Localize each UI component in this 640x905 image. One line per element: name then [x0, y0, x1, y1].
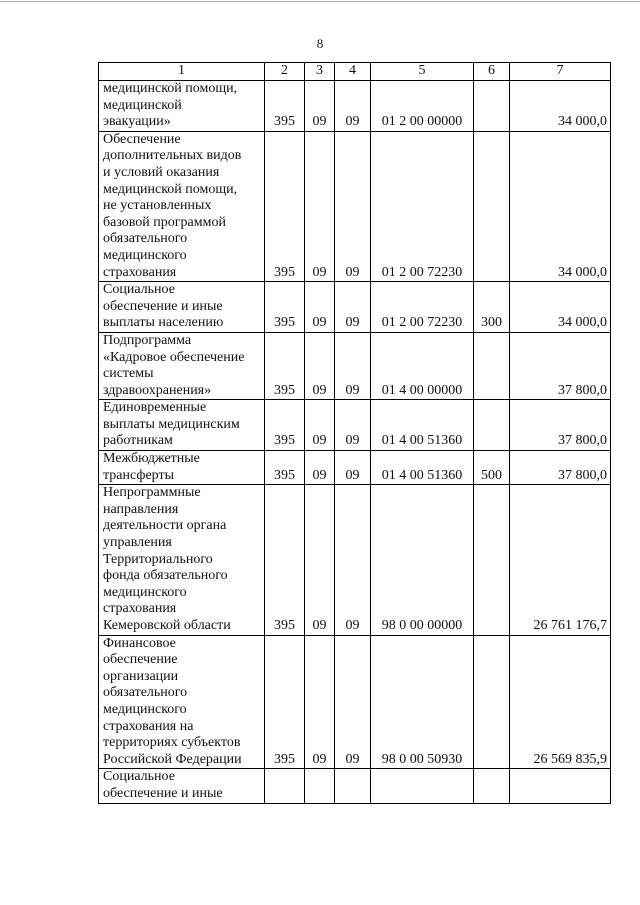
row-name-line: трансферты — [103, 467, 175, 483]
row-name-cell — [99, 451, 265, 485]
subsection-cell: 09 — [335, 451, 371, 485]
subsection-cell: 09 — [335, 332, 371, 399]
row-name-line: направления — [103, 501, 179, 517]
table-row — [99, 332, 611, 399]
row-name-line: фонда обязательного — [103, 568, 228, 584]
row-name-line: обеспечение и иные — [103, 298, 223, 314]
row-name-line: Кемеровской области — [103, 618, 231, 633]
row-name-line: страхования — [103, 601, 177, 617]
row-name-line: страхования — [103, 264, 177, 280]
table-row — [99, 131, 611, 281]
row-name-line: Единовременные — [103, 400, 207, 416]
row-name-cell — [99, 485, 265, 635]
row-name-line: организации — [103, 668, 179, 684]
section-cell: 09 — [305, 400, 335, 451]
expense-type-cell — [474, 131, 510, 281]
amount-cell: 37 800,0 — [510, 332, 611, 399]
row-name-line: обеспечение — [103, 652, 178, 668]
row-name-line: Подпрограмма — [103, 332, 192, 348]
amount-cell — [510, 769, 611, 803]
row-name-line: не установленных — [103, 198, 212, 214]
subsection-cell: 09 — [335, 131, 371, 281]
row-name-line: Социальное — [103, 282, 175, 298]
code-cell: 395 — [265, 81, 305, 132]
row-name-line: медицинского — [103, 247, 187, 263]
column-number: 4 — [335, 63, 371, 81]
column-number: 3 — [305, 63, 335, 81]
section-cell: 09 — [305, 282, 335, 333]
row-name-line: территориях субъектов — [103, 735, 241, 751]
code-cell: 395 — [265, 131, 305, 281]
expense-type-cell: 300 — [474, 282, 510, 333]
section-cell: 09 — [305, 451, 335, 485]
page-number: 8 — [316, 36, 324, 51]
table-row — [99, 485, 611, 635]
target-article-cell: 01 4 00 00000 — [371, 332, 474, 399]
row-name-line: управления — [103, 535, 172, 551]
target-article-cell: 01 2 00 00000 — [371, 81, 474, 132]
amount-cell: 34 000,0 — [510, 81, 611, 132]
row-name-line: деятельности органа — [103, 518, 227, 534]
section-cell: 09 — [305, 332, 335, 399]
expense-type-cell — [474, 635, 510, 769]
budget-table — [98, 62, 611, 804]
row-name-line: Социальное — [103, 769, 175, 785]
target-article-cell: 01 4 00 51360 — [371, 451, 474, 485]
expense-type-cell — [474, 769, 510, 803]
row-name-line: Межбюджетные — [103, 451, 200, 467]
table-row — [99, 81, 611, 132]
row-name-line: обеспечение и иные — [103, 785, 223, 801]
row-name-cell — [99, 400, 265, 451]
code-cell: 395 — [265, 635, 305, 769]
row-name-line: медицинской — [103, 97, 182, 113]
subsection-cell: 09 — [335, 81, 371, 132]
amount-cell: 26 761 176,7 — [510, 485, 611, 635]
target-article-cell: 01 4 00 51360 — [371, 400, 474, 451]
row-name-line: обязательного — [103, 231, 188, 247]
row-name-line: Российской Федерации — [103, 751, 242, 767]
code-cell: 395 — [265, 400, 305, 451]
row-name-line: эвакуации» — [103, 114, 171, 130]
row-name-line: страхования на — [103, 718, 194, 734]
expense-type-cell: 500 — [474, 451, 510, 485]
row-name-line: Непрограммные — [103, 485, 201, 501]
code-cell: 395 — [265, 485, 305, 635]
expense-type-cell — [474, 400, 510, 451]
target-article-cell — [371, 769, 474, 803]
row-name-line: Территориального — [103, 551, 213, 567]
subsection-cell: 09 — [335, 485, 371, 635]
row-name-line: медицинской помощи, — [103, 81, 238, 96]
row-name-line: медицинского — [103, 701, 187, 717]
row-name-cell — [99, 332, 265, 399]
column-number: 5 — [371, 63, 474, 81]
column-number: 1 — [99, 63, 265, 81]
row-name-line: и условий оказания — [103, 164, 220, 180]
expense-type-cell — [474, 81, 510, 132]
expense-type-cell — [474, 485, 510, 635]
row-name-line: «Кадровое обеспечение — [103, 349, 245, 365]
row-name-line: здравоохранения» — [103, 382, 212, 398]
amount-cell: 37 800,0 — [510, 400, 611, 451]
section-cell: 09 — [305, 81, 335, 132]
row-name-cell — [99, 769, 265, 803]
row-name-cell — [99, 81, 265, 132]
row-name-line: медицинской помощи, — [103, 181, 238, 197]
target-article-cell: 98 0 00 50930 — [371, 635, 474, 769]
amount-cell: 34 000,0 — [510, 131, 611, 281]
amount-cell: 37 800,0 — [510, 451, 611, 485]
target-article-cell: 01 2 00 72230 — [371, 282, 474, 333]
table-row — [99, 451, 611, 485]
row-name-line: Обеспечение — [103, 131, 181, 147]
row-name-cell — [99, 635, 265, 769]
amount-cell: 34 000,0 — [510, 282, 611, 333]
row-name-line: работникам — [103, 433, 173, 449]
subsection-cell — [335, 769, 371, 803]
subsection-cell: 09 — [335, 635, 371, 769]
subsection-cell: 09 — [335, 400, 371, 451]
section-cell — [305, 769, 335, 803]
table-row — [99, 400, 611, 451]
code-cell: 395 — [265, 451, 305, 485]
row-name-line: базовой программой — [103, 214, 226, 230]
row-name-line: Финансовое — [103, 635, 176, 651]
column-number: 2 — [265, 63, 305, 81]
row-name-line: дополнительных видов — [103, 148, 242, 164]
row-name-line: выплаты медицинским — [103, 416, 240, 432]
expense-type-cell — [474, 332, 510, 399]
column-number: 6 — [474, 63, 510, 81]
target-article-cell: 98 0 00 00000 — [371, 485, 474, 635]
code-cell — [265, 769, 305, 803]
table-row — [99, 635, 611, 769]
target-article-cell: 01 2 00 72230 — [371, 131, 474, 281]
section-cell: 09 — [305, 635, 335, 769]
row-name-cell — [99, 131, 265, 281]
row-name-line: медицинского — [103, 584, 187, 600]
scan-edge-line — [0, 1, 640, 2]
code-cell: 395 — [265, 332, 305, 399]
row-name-line: системы — [103, 366, 154, 382]
column-number: 7 — [510, 63, 611, 81]
code-cell: 395 — [265, 282, 305, 333]
table-row — [99, 769, 611, 803]
subsection-cell: 09 — [335, 282, 371, 333]
row-name-line: обязательного — [103, 685, 188, 701]
row-name-cell — [99, 282, 265, 333]
column-number-row — [99, 63, 611, 81]
row-name-line: выплаты населению — [103, 315, 224, 331]
amount-cell: 26 569 835,9 — [510, 635, 611, 769]
section-cell: 09 — [305, 131, 335, 281]
table-row — [99, 282, 611, 333]
section-cell: 09 — [305, 485, 335, 635]
